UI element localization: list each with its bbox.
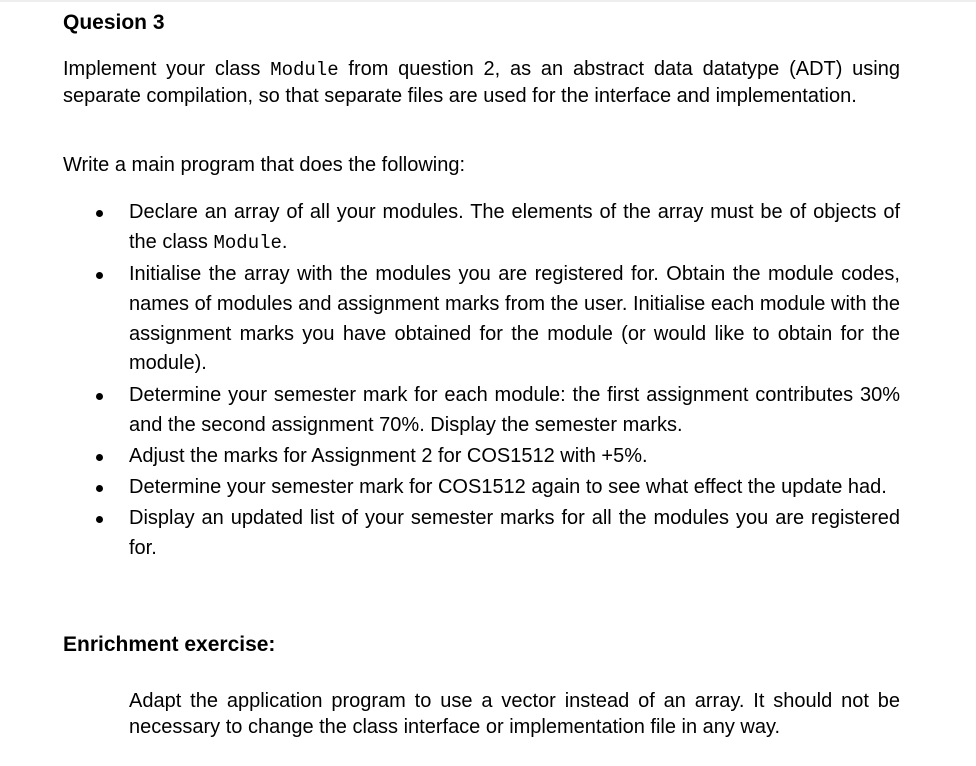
enrichment-heading: Enrichment exercise: xyxy=(63,633,276,656)
task-list xyxy=(63,198,900,566)
bullet-icon xyxy=(96,454,103,461)
class-name-code: Module xyxy=(213,231,282,254)
top-divider xyxy=(0,0,976,2)
list-item-text: Declare an array of all your modules. The elements of the array must be of objects of the class xyxy=(129,201,900,253)
enrichment-paragraph: Adapt the application program to use a vector instead of an array. It should not be necessary to change the class interface or implementation file in any way. xyxy=(129,690,900,738)
list-item xyxy=(63,473,900,503)
list-item xyxy=(63,198,900,259)
list-item xyxy=(63,442,900,472)
intro-paragraph xyxy=(63,56,900,109)
list-item-suffix: . xyxy=(281,230,288,253)
bullet-icon xyxy=(96,485,103,492)
list-item-text: Initialise the array with the modules you are registered for. Obtain the module codes, names of modules and assignment marks from the user. Initialise each module with the assignment marks you have obtained for the module (or would like to obtain for the module). xyxy=(129,263,900,375)
list-item-text: Determine your semester mark for each module: the first assignment contributes 30% and the second assignment 70%. Display the semester marks. xyxy=(129,383,900,436)
question-heading: Quesion 3 xyxy=(63,11,165,34)
intro-text-end: from question 2, as an abstract data datatype (ADT) using separate compilation, so that separate files are used for the interface and implementation. xyxy=(63,58,900,107)
list-item xyxy=(63,381,900,441)
document-body xyxy=(63,10,900,738)
bullet-icon xyxy=(96,516,103,523)
bullet-icon xyxy=(96,210,103,217)
intro-text-start: Implement your class xyxy=(63,58,271,80)
list-item-text: Adjust the marks for Assignment 2 for COS1512 with +5%. xyxy=(129,444,648,467)
bullet-icon xyxy=(96,393,103,400)
main-program-instruction: Write a main program that does the following: xyxy=(63,154,466,176)
list-item xyxy=(63,504,900,564)
list-item xyxy=(63,260,900,379)
list-item-text: Determine your semester mark for COS1512 again to see what effect the update had. xyxy=(129,476,887,499)
bullet-icon xyxy=(96,272,103,279)
list-item-text: Display an updated list of your semester marks for all the modules you are registered for. xyxy=(129,507,900,560)
class-name-code: Module xyxy=(270,59,339,81)
